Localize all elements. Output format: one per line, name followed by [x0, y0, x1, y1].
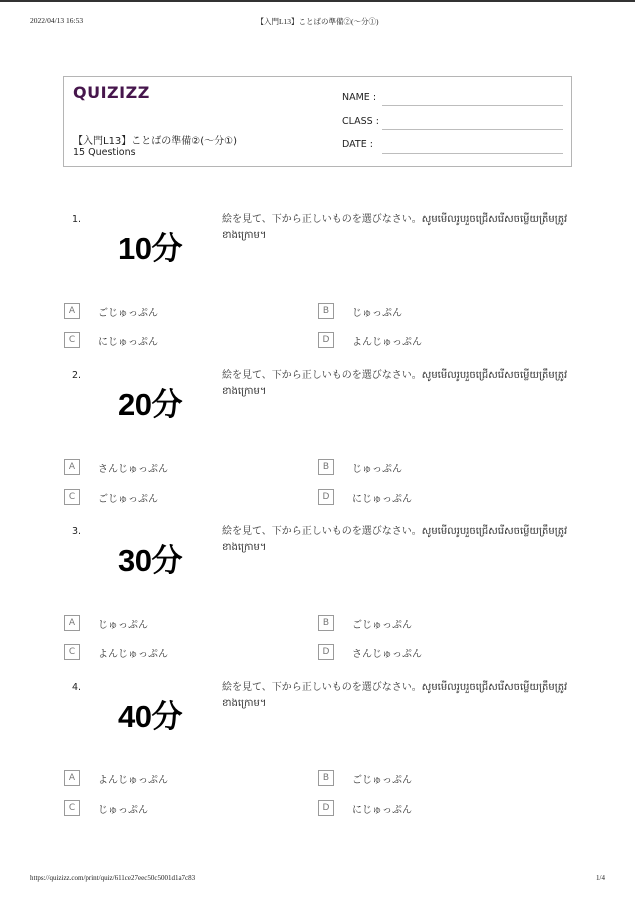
top-border	[0, 0, 635, 2]
question-number: 1.	[72, 214, 82, 225]
option-box-d: D	[318, 332, 334, 348]
option-text-a: ごじゅっぷん	[98, 308, 158, 319]
print-doc-title: 【入門L13】ことばの準備②(〜分①)	[256, 17, 379, 26]
question-image-text: 30分	[118, 543, 182, 578]
option-text-b: じゅっぷん	[352, 464, 402, 475]
quiz-title: 【入門L13】ことばの準備②(〜分①)	[73, 136, 238, 147]
quiz-header	[63, 76, 572, 167]
class-line	[382, 129, 563, 130]
name-label: NAME :	[342, 92, 377, 103]
question-number: 2.	[72, 370, 82, 381]
option-box-c: C	[64, 800, 80, 816]
question-image-text: 10分	[118, 231, 182, 266]
option-box-a: A	[64, 615, 80, 631]
quizizz-logo: QUIZIZZ	[73, 83, 150, 102]
option-text-a: さんじゅっぷん	[98, 464, 168, 475]
option-text-b: ごじゅっぷん	[352, 775, 412, 786]
class-label: CLASS :	[342, 116, 379, 127]
question-image-text: 20分	[118, 387, 182, 422]
option-box-a: A	[64, 303, 80, 319]
question-instruction: 絵を見て、下から正しいものを選びなさい。សូមមើលរូបរួចជ្រើសរើសចម្លើយត្រឹមត្រូវខាងក្រោម។	[222, 214, 568, 241]
option-text-b: ごじゅっぷん	[352, 620, 412, 631]
print-url: https://quizizz.com/print/quiz/611ce27eec50c5001d1a7c83	[30, 874, 196, 882]
question-number: 3.	[72, 526, 82, 537]
option-box-d: D	[318, 800, 334, 816]
print-datetime: 2022/04/13 16:53	[30, 16, 84, 25]
option-text-d: よんじゅっぷん	[352, 337, 422, 348]
option-box-c: C	[64, 489, 80, 505]
option-text-c: にじゅっぷん	[98, 337, 158, 348]
option-text-c: よんじゅっぷん	[98, 649, 168, 660]
option-box-d: D	[318, 489, 334, 505]
question-instruction: 絵を見て、下から正しいものを選びなさい。សូមមើលរូបរួចជ្រើសរើសចម្លើយត្រឹមត្រូវខាងក្រោម។	[222, 526, 568, 553]
option-text-b: じゅっぷん	[352, 308, 402, 319]
option-text-a: じゅっぷん	[98, 620, 148, 631]
option-box-c: C	[64, 332, 80, 348]
question-count: 15 Questions	[73, 147, 136, 158]
date-line	[382, 153, 563, 154]
option-text-a: よんじゅっぷん	[98, 775, 168, 786]
option-text-d: にじゅっぷん	[352, 494, 412, 505]
question-instruction: 絵を見て、下から正しいものを選びなさい。សូមមើលរូបរួចជ្រើសរើសចម្លើយត្រឹមត្រូវខាងក្រោម។	[222, 370, 568, 397]
option-box-b: B	[318, 770, 334, 786]
option-box-d: D	[318, 644, 334, 660]
option-box-b: B	[318, 615, 334, 631]
date-label: DATE :	[342, 139, 373, 150]
question-number: 4.	[72, 682, 82, 693]
option-box-b: B	[318, 303, 334, 319]
option-box-a: A	[64, 770, 80, 786]
option-box-c: C	[64, 644, 80, 660]
question-instruction: 絵を見て、下から正しいものを選びなさい。សូមមើលរូបរួចជ្រើសរើសចម្លើយត្រឹមត្រូវខាងក្រោម។	[222, 682, 568, 709]
option-box-b: B	[318, 459, 334, 475]
option-text-c: じゅっぷん	[98, 805, 148, 816]
name-line	[382, 105, 563, 106]
page-number: 1/4	[596, 874, 605, 882]
option-text-d: にじゅっぷん	[352, 805, 412, 816]
question-image-text: 40分	[118, 699, 182, 734]
option-box-a: A	[64, 459, 80, 475]
option-text-d: さんじゅっぷん	[352, 649, 422, 660]
option-text-c: ごじゅっぷん	[98, 494, 158, 505]
